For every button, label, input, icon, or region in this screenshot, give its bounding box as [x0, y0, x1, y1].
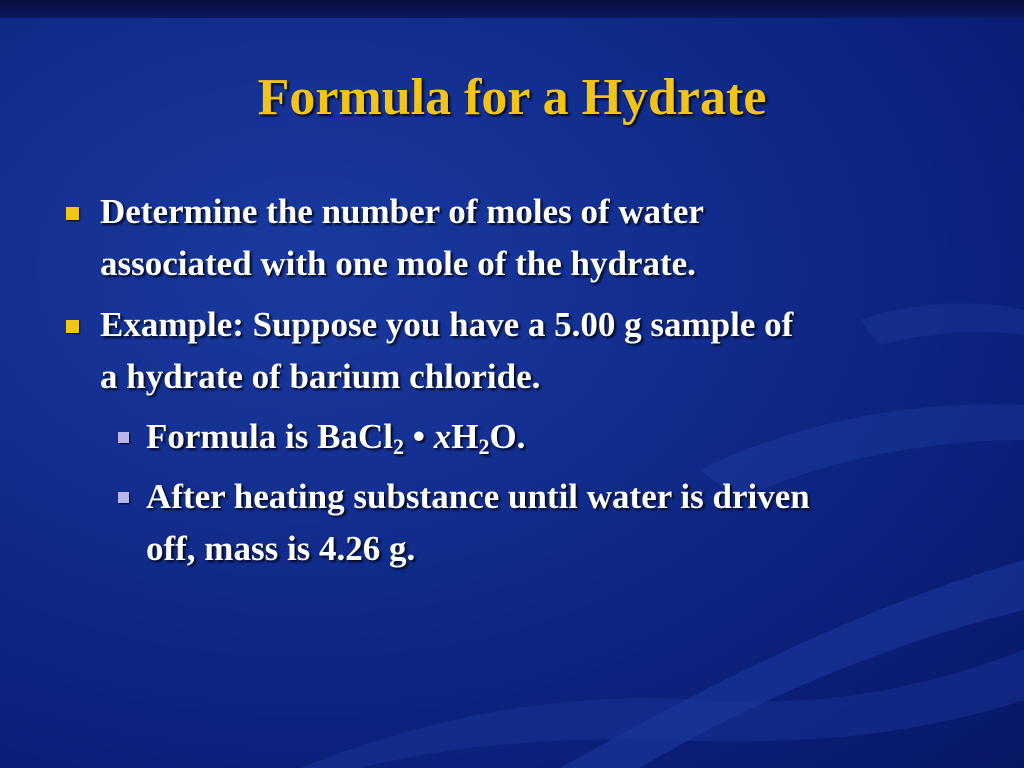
sub-bullet-marker-2: [118, 492, 129, 503]
bullet-1-line-1: Determine the number of moles of water: [100, 192, 704, 231]
sub-bullet-2-line-2: off, mass is 4.26 g.: [146, 529, 416, 568]
formula-subscript-h: 2: [478, 434, 490, 459]
formula-suffix: O.: [489, 417, 526, 456]
bullet-2-line-2: a hydrate of barium chloride.: [100, 357, 541, 396]
bullet-marker-1: [66, 207, 79, 220]
sub-bullet-2-line-1: After heating substance until water is driven: [146, 477, 810, 516]
slide-title: Formula for a Hydrate: [257, 69, 767, 126]
formula-prefix: Formula is BaCl: [146, 417, 393, 456]
formula-subscript-cl: 2: [392, 434, 404, 459]
bullet-1-line-2: associated with one mole of the hydrate.: [100, 244, 696, 283]
formula-dot: •: [403, 417, 434, 456]
sub-bullet-1-formula: [146, 411, 966, 463]
formula-variable: x: [433, 417, 452, 456]
sub-bullet-marker-1: [118, 432, 129, 443]
formula-hydrogen: H: [451, 417, 479, 456]
bullet-2-line-1: Example: Suppose you have a 5.00 g sample of: [100, 305, 794, 344]
bullet-marker-2: [66, 320, 79, 333]
